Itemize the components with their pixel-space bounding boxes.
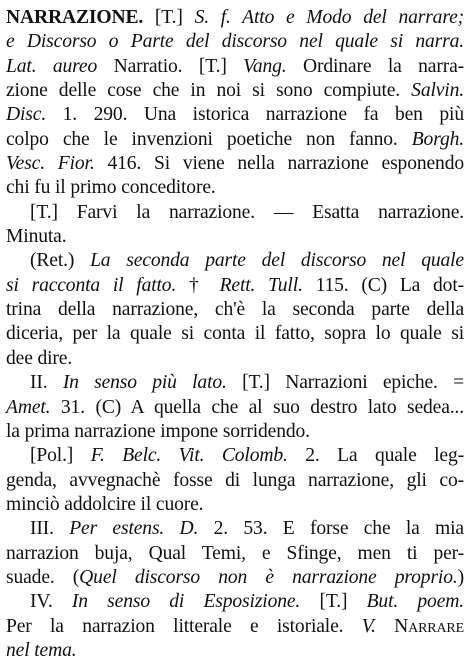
text-segment: chi fu il primo conceditore. [6, 177, 216, 199]
entry-line [6, 347, 464, 371]
text-segment: genda, avvegnachè fosse di lunga narrazione, gli co- [6, 469, 464, 491]
entry-line [6, 542, 464, 566]
text-segment: 2. La quale leg- [287, 445, 465, 467]
text-segment: zione delle cose che in noi si sono compiute. [6, 80, 412, 102]
text-segment: [T.] Narrazioni epiche. = [226, 372, 464, 394]
text-segment: In senso più lato. [62, 372, 227, 394]
entry-line [6, 30, 464, 54]
entry-line [6, 590, 464, 614]
text-segment: Quel discorso non è narrazione proprio. [79, 566, 458, 588]
text-segment: ) [457, 566, 464, 588]
entry-line [6, 103, 464, 127]
text-segment: Vang. [243, 55, 287, 77]
text-segment: diceria, per la quale si conta il fatto, sopra lo quale si [6, 323, 464, 345]
text-segment: narrazion buja, Qual Temi, e Sfinge, men ti per- [6, 542, 464, 564]
entry-line [6, 493, 464, 517]
text-segment: Salvin. [411, 80, 464, 102]
text-segment: † [176, 274, 220, 296]
text-segment: Narratio. [T.] [97, 55, 244, 77]
entry-line [6, 225, 464, 249]
text-segment: In senso di Esposizione. [71, 591, 301, 613]
text-segment: Lat. aureo [6, 55, 98, 77]
entry-line [6, 420, 464, 444]
text-segment: Narrare [375, 615, 464, 637]
text-segment: [T.] Farvi la narrazione. — Esatta narrazione. [30, 201, 464, 223]
entry-line [6, 615, 464, 639]
text-segment: suade. ( [6, 566, 80, 588]
text-segment: 31. (C) A quella che al suo destro lato sedea... [50, 396, 464, 418]
entry-line [6, 444, 464, 468]
text-segment: e Discorso o Parte del discorso nel quale si narra. [6, 31, 464, 53]
text-segment: nel tema. [6, 639, 77, 661]
text-segment: IV. [30, 591, 72, 613]
text-segment: V. [361, 615, 376, 637]
entry-line [6, 639, 464, 663]
text-segment: NARRAZIONE. [6, 7, 144, 28]
entry-line [6, 6, 464, 30]
text-segment: Amet. [6, 396, 51, 418]
entry-line [6, 566, 464, 590]
entry-line [6, 371, 464, 395]
text-segment: [T.] [143, 7, 195, 28]
text-segment: Ordinare la narra- [286, 55, 464, 77]
entry-line [6, 298, 464, 322]
text-segment: But. poem. [366, 591, 464, 613]
entry-line [6, 79, 464, 103]
text-segment: La seconda parte del discorso nel quale [90, 250, 464, 272]
text-segment: Borgh. [411, 128, 464, 150]
text-segment: Vesc. Fior. [6, 153, 95, 175]
text-segment: la prima narrazione impone sorridendo. [6, 420, 310, 442]
text-segment: III. [30, 518, 70, 540]
entry-line [6, 396, 464, 420]
text-segment: minciò addolcire il cuore. [6, 493, 204, 515]
entry-line [6, 176, 464, 200]
text-segment: colpo che le invenzioni poetiche non fanno. [6, 128, 412, 150]
entry-line [6, 517, 464, 541]
text-segment: [T.] [300, 591, 367, 613]
text-segment: dee dire. [6, 347, 73, 369]
entry-line [6, 128, 464, 152]
entry-line [6, 249, 464, 273]
text-segment: Minuta. [6, 226, 67, 248]
text-segment: F. Belc. Vit. Colomb. [90, 445, 288, 467]
text-segment: trina della narrazione, ch'è la seconda parte della [6, 299, 464, 321]
text-segment: D. [179, 518, 199, 540]
text-segment: Per la narrazion litterale e istoriale. [6, 615, 362, 637]
text-segment: 2. 53. E forse che la mia [198, 518, 464, 540]
entry-line [6, 201, 464, 225]
text-segment: 416. Si viene nella narrazione esponendo [94, 153, 464, 175]
text-segment: 115. (C) La dot- [302, 274, 464, 296]
entry-line [6, 55, 464, 79]
text-segment: Disc. [6, 104, 47, 126]
entry-line [6, 274, 464, 298]
text-segment: Rett. Tull. [219, 274, 303, 296]
text-segment: II. [30, 372, 63, 394]
text-segment: S. f. Atto e Modo del narrare; [194, 7, 465, 28]
text-segment: 1. 290. Una istorica narrazione fa ben più [46, 104, 464, 126]
text-segment: (Ret.) [30, 250, 91, 272]
text-segment: Per estens. [69, 518, 165, 540]
text-segment: si racconta il fatto. [6, 274, 177, 296]
text-segment [164, 518, 179, 539]
entry-line [6, 469, 464, 493]
entry-line [6, 152, 464, 176]
entry-line [6, 322, 464, 346]
text-segment: [Pol.] [30, 445, 91, 467]
